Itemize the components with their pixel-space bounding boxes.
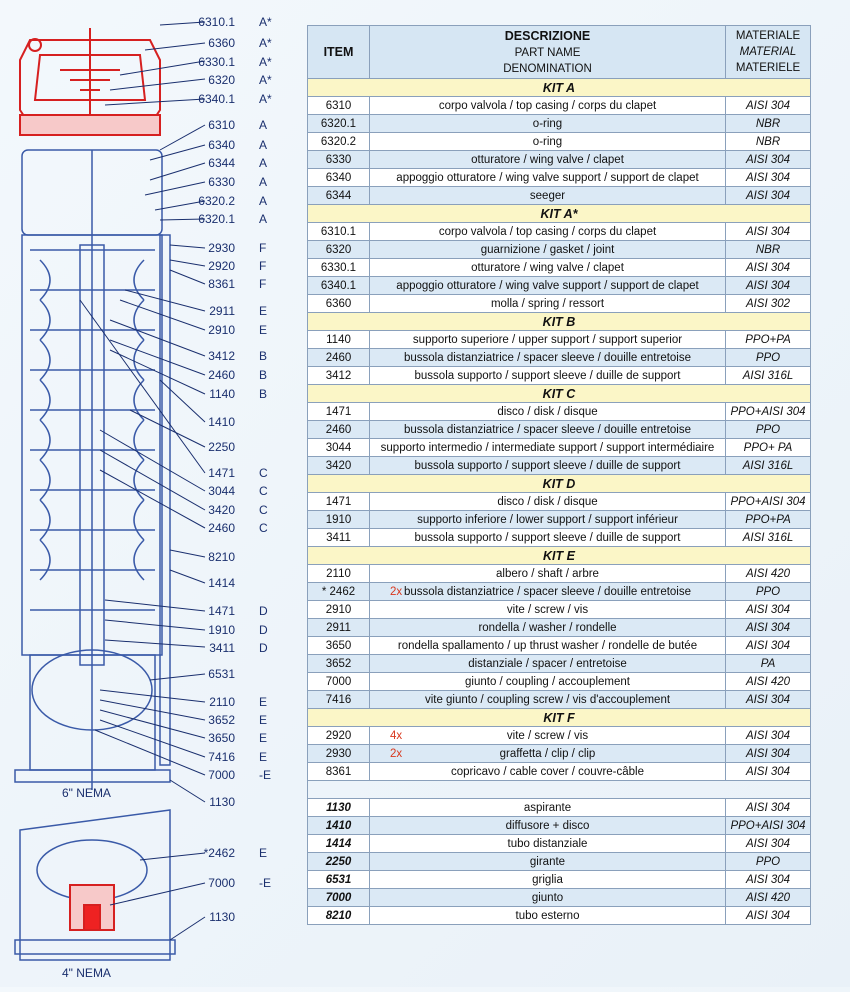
header-mat-it: MATERIALE (735, 30, 801, 42)
material: AISI 304 (726, 835, 811, 853)
callout-kit: A (259, 212, 268, 226)
part-description: guarnizione / gasket / joint (480, 243, 615, 256)
table-row (308, 907, 811, 925)
callout-code: 8210 (208, 550, 235, 564)
part-description-cell (370, 583, 726, 601)
material: PPO+AISI 304 (726, 817, 811, 835)
item-code: 7000 (308, 889, 370, 907)
callout-kit: E (259, 750, 268, 764)
callout-code: 6344 (208, 156, 235, 170)
item-code: 3411 (308, 529, 370, 547)
item-code: 1414 (308, 835, 370, 853)
kit-header-row (308, 475, 811, 493)
part-description-cell (370, 673, 726, 691)
part-description-cell (370, 529, 726, 547)
callout-code: 2460 (208, 521, 235, 535)
callout-kit: A* (259, 36, 272, 50)
table-row (308, 889, 811, 907)
item-code: 1471 (308, 493, 370, 511)
callout-code: 6531 (208, 667, 235, 681)
item-code: 3652 (308, 655, 370, 673)
part-description-cell (370, 259, 726, 277)
callout-kit: C (259, 484, 268, 498)
kit-title: KIT A (308, 79, 811, 97)
part-description-cell (370, 691, 726, 709)
quantity-badge: 2x (390, 585, 403, 598)
part-description-cell (370, 655, 726, 673)
material: AISI 316L (726, 367, 811, 385)
part-description-cell (370, 349, 726, 367)
table-row (308, 421, 811, 439)
part-description: corpo valvola / top casing / corps du clapet (438, 225, 657, 238)
table-row (308, 367, 811, 385)
part-description-cell (370, 187, 726, 205)
callout-kit: -E (259, 876, 271, 890)
item-code: 6531 (308, 871, 370, 889)
material: AISI 420 (726, 889, 811, 907)
callout-code: 6310 (208, 118, 235, 132)
item-code: 2910 (308, 601, 370, 619)
material: AISI 304 (726, 637, 811, 655)
callout-code: 6320 (208, 73, 235, 87)
part-description: rondella spallamento / up thrust washer / rondelle de butée (397, 639, 698, 652)
callout-kit: D (259, 641, 268, 655)
table-row (308, 493, 811, 511)
material: NBR (726, 115, 811, 133)
item-code: * 2462 (308, 583, 370, 601)
material: AISI 304 (726, 169, 811, 187)
part-description: aspirante (370, 799, 726, 817)
table-spacer (308, 781, 811, 799)
material: NBR (726, 133, 811, 151)
item-code: 1471 (308, 403, 370, 421)
part-description-cell (370, 223, 726, 241)
item-code: 1130 (308, 799, 370, 817)
table-row (308, 187, 811, 205)
material: AISI 304 (726, 763, 811, 781)
part-description: bussola supporto / support sleeve / duille de support (414, 531, 681, 544)
callout-code: 2930 (208, 241, 235, 255)
table-row (308, 655, 811, 673)
part-description: bussola supporto / support sleeve / duille de support (414, 459, 681, 472)
header-material (726, 26, 811, 79)
callout-kit: A (259, 138, 268, 152)
part-description: graffetta / clip / clip (499, 747, 596, 760)
part-description: girante (370, 853, 726, 871)
callout-code: 1410 (208, 415, 235, 429)
callout-code: 3411 (209, 641, 235, 655)
callout-code: 2920 (208, 259, 235, 273)
table-row (308, 277, 811, 295)
material: AISI 304 (726, 187, 811, 205)
material: AISI 304 (726, 691, 811, 709)
part-description-cell (370, 421, 726, 439)
table-row (308, 511, 811, 529)
part-description: bussola distanziatrice / spacer sleeve / douille entretoise (403, 351, 692, 364)
part-description-cell (370, 763, 726, 781)
table-row (308, 349, 811, 367)
callout-code: 7000 (208, 768, 235, 782)
callout-code: 1910 (208, 623, 235, 637)
part-description-cell (370, 97, 726, 115)
part-description-cell (370, 493, 726, 511)
part-description-cell (370, 169, 726, 187)
part-description: o-ring (532, 117, 563, 130)
material: AISI 304 (726, 151, 811, 169)
item-code: 2110 (308, 565, 370, 583)
callout-kit: D (259, 604, 268, 618)
item-code: 6344 (308, 187, 370, 205)
table-row (308, 601, 811, 619)
part-description: disco / disk / disque (497, 495, 598, 508)
table-row (308, 745, 811, 763)
part-description-cell (370, 745, 726, 763)
callout-code: 2460 (208, 368, 235, 382)
table-row (308, 169, 811, 187)
callout-kit: B (259, 387, 268, 401)
item-code: 2920 (308, 727, 370, 745)
callout-code: 1130 (209, 795, 235, 809)
table-row (308, 853, 811, 871)
item-code: 2250 (308, 853, 370, 871)
quantity-badge: 4x (390, 729, 403, 742)
callout-code: 3420 (208, 503, 235, 517)
item-code: 8361 (308, 763, 370, 781)
material: AISI 304 (726, 799, 811, 817)
material: AISI 304 (726, 601, 811, 619)
callout-kit: B (259, 349, 268, 363)
callout-kit: B (259, 368, 268, 382)
table-row (308, 457, 811, 475)
callout-code: 7000 (208, 876, 235, 890)
callout-kit: E (259, 695, 268, 709)
callout-kit: F (259, 259, 267, 273)
callout-kit: F (259, 241, 267, 255)
kit-header-row (308, 385, 811, 403)
nema-6-label: 6" NEMA (62, 786, 111, 800)
table-row (308, 151, 811, 169)
header-desc-en: PART NAME (514, 46, 581, 59)
material: PPO (726, 583, 811, 601)
callout-code: 2110 (209, 695, 235, 709)
part-description: bussola distanziatrice / spacer sleeve / douille entretoise (403, 423, 692, 436)
part-description-cell (370, 133, 726, 151)
part-description: distanziale / spacer / entretoise (468, 657, 627, 670)
material: AISI 304 (726, 907, 811, 925)
part-description-cell (370, 331, 726, 349)
callout-kit: C (259, 503, 268, 517)
material: PPO+AISI 304 (726, 403, 811, 421)
callout-code: 6320.2 (198, 194, 235, 208)
part-description-cell (370, 367, 726, 385)
callout-code: 1140 (209, 387, 235, 401)
part-description: o-ring (532, 135, 563, 148)
part-description: supporto intermedio / intermediate support / support intermédiaire (380, 441, 715, 454)
callout-code: 1414 (208, 576, 235, 590)
part-description: vite / screw / vis (506, 729, 589, 742)
item-code: 3650 (308, 637, 370, 655)
part-description: otturatore / wing valve / clapet (471, 261, 624, 274)
material: PPO+AISI 304 (726, 493, 811, 511)
callout-code: 2250 (208, 440, 235, 454)
material: AISI 304 (726, 259, 811, 277)
part-description: giunto (370, 889, 726, 907)
header-desc-it: DESCRIZIONE (504, 28, 591, 43)
item-code: 1140 (308, 331, 370, 349)
table-row (308, 727, 811, 745)
header-mat-en: MATERIAL (739, 46, 797, 58)
part-description-cell (370, 295, 726, 313)
item-code: 8210 (308, 907, 370, 925)
part-description: bussola distanziatrice / spacer sleeve / douille entretoise (403, 585, 692, 598)
part-description: supporto superiore / upper support / support superior (412, 333, 683, 346)
part-description-cell (370, 727, 726, 745)
part-description-cell (370, 439, 726, 457)
kit-header-row (308, 313, 811, 331)
callout-code: 6320.1 (198, 212, 235, 226)
part-description: appoggio otturatore / wing valve support / support de clapet (396, 279, 699, 292)
nema-4-label: 4" NEMA (62, 966, 111, 980)
table-row (308, 259, 811, 277)
table-row (308, 817, 811, 835)
item-code: 7000 (308, 673, 370, 691)
item-code: 3420 (308, 457, 370, 475)
table-row (308, 871, 811, 889)
callout-code: 7416 (208, 750, 235, 764)
callout-code: 3650 (208, 731, 235, 745)
part-description: vite / screw / vis (506, 603, 589, 616)
table-row (308, 565, 811, 583)
table-row (308, 529, 811, 547)
item-code: 2911 (308, 619, 370, 637)
material: PPO (726, 349, 811, 367)
callout-kit: A (259, 156, 268, 170)
item-code: 1410 (308, 817, 370, 835)
part-description: giunto / coupling / accouplement (465, 675, 630, 688)
item-code: 3412 (308, 367, 370, 385)
parts-table (307, 25, 811, 925)
table-row (308, 637, 811, 655)
item-code: 2460 (308, 421, 370, 439)
callout-kit: A (259, 175, 268, 189)
material: AISI 304 (726, 97, 811, 115)
callout-kit: E (259, 323, 268, 337)
callout-kit: E (259, 846, 268, 860)
material: AISI 304 (726, 727, 811, 745)
item-code: 6340.1 (308, 277, 370, 295)
part-description: albero / shaft / arbre (496, 567, 599, 580)
part-description-cell (370, 277, 726, 295)
callout-code: 6360 (208, 36, 235, 50)
kit-title: KIT E (308, 547, 811, 565)
callout-kit: F (259, 277, 267, 291)
material: AISI 304 (726, 871, 811, 889)
pump-exploded-drawing (0, 0, 300, 987)
material: AISI 304 (726, 619, 811, 637)
callout-kit: A (259, 118, 268, 132)
table-row (308, 403, 811, 421)
callout-kit: A (259, 194, 268, 208)
table-row (308, 241, 811, 259)
item-code: 2460 (308, 349, 370, 367)
item-code: 1910 (308, 511, 370, 529)
callout-kit: E (259, 304, 268, 318)
quantity-badge: 2x (390, 747, 403, 760)
callout-code: 6340 (208, 138, 235, 152)
material: AISI 302 (726, 295, 811, 313)
material: AISI 304 (726, 277, 811, 295)
part-description: tubo esterno (370, 907, 726, 925)
item-code: 6320 (308, 241, 370, 259)
table-row (308, 763, 811, 781)
callout-code: 2910 (208, 323, 235, 337)
table-row (308, 673, 811, 691)
callout-code: 6330 (208, 175, 235, 189)
part-description-cell (370, 403, 726, 421)
material: AISI 304 (726, 745, 811, 763)
kit-title: KIT D (308, 475, 811, 493)
item-code: 6360 (308, 295, 370, 313)
material: AISI 420 (726, 673, 811, 691)
callout-kit: A* (259, 92, 272, 106)
item-code: 6320.2 (308, 133, 370, 151)
kit-title: KIT C (308, 385, 811, 403)
part-description: otturatore / wing valve / clapet (471, 153, 624, 166)
part-description-cell (370, 601, 726, 619)
callout-code: 2911 (209, 304, 235, 318)
kit-title: KIT F (308, 709, 811, 727)
table-row (308, 799, 811, 817)
material: AISI 420 (726, 565, 811, 583)
part-description-cell (370, 151, 726, 169)
material: PPO+ PA (726, 439, 811, 457)
table-row (308, 295, 811, 313)
item-code: 6330.1 (308, 259, 370, 277)
header-description (370, 26, 726, 79)
part-description: disco / disk / disque (497, 405, 598, 418)
table-row (308, 133, 811, 151)
callout-code: 8361 (208, 277, 235, 291)
table-row (308, 331, 811, 349)
callout-code: 6330.1 (198, 55, 235, 69)
part-description: vite giunto / coupling screw / vis d'accouplement (424, 693, 671, 706)
material: PPO+PA (726, 331, 811, 349)
callout-code: 6310.1 (198, 15, 235, 29)
callout-code: *2462 (203, 846, 235, 860)
kit-header-row (308, 205, 811, 223)
table-header (308, 26, 811, 79)
table-row (308, 835, 811, 853)
callout-kit: -E (259, 768, 271, 782)
part-description: appoggio otturatore / wing valve support / support de clapet (396, 171, 699, 184)
material: PPO+PA (726, 511, 811, 529)
callout-code: 1471 (208, 466, 235, 480)
material: AISI 316L (726, 457, 811, 475)
item-code: 6310.1 (308, 223, 370, 241)
kit-title: KIT A* (308, 205, 811, 223)
part-description: diffusore + disco (370, 817, 726, 835)
item-code: 6320.1 (308, 115, 370, 133)
callout-code: 1471 (208, 604, 235, 618)
part-description: tubo distanziale (370, 835, 726, 853)
table-row (308, 691, 811, 709)
part-description: seeger (529, 189, 566, 202)
part-description: bussola supporto / support sleeve / duille de support (414, 369, 681, 382)
header-mat-fr: MATERIELE (735, 62, 801, 74)
header-desc-fr: DENOMINATION (503, 62, 592, 75)
material: PA (726, 655, 811, 673)
callout-code: 3412 (208, 349, 235, 363)
item-code: 7416 (308, 691, 370, 709)
callout-code: 6340.1 (198, 92, 235, 106)
table-row (308, 97, 811, 115)
kit-header-row (308, 709, 811, 727)
table-row (308, 619, 811, 637)
part-description: copricavo / cable cover / couvre-câble (450, 765, 645, 778)
callout-kit: D (259, 623, 268, 637)
table-row (308, 223, 811, 241)
callout-code: 1130 (209, 910, 235, 924)
part-description: griglia (370, 871, 726, 889)
material: AISI 304 (726, 223, 811, 241)
material: AISI 316L (726, 529, 811, 547)
spacer-cell (308, 781, 811, 799)
callout-kit: C (259, 521, 268, 535)
part-description-cell (370, 637, 726, 655)
item-code: 6310 (308, 97, 370, 115)
callout-kit: C (259, 466, 268, 480)
callout-kit: A* (259, 15, 272, 29)
item-code: 3044 (308, 439, 370, 457)
part-description-cell (370, 241, 726, 259)
callout-kit: A* (259, 73, 272, 87)
table-row (308, 439, 811, 457)
table-row (308, 115, 811, 133)
part-description-cell (370, 511, 726, 529)
callout-kit: E (259, 731, 268, 745)
part-description-cell (370, 457, 726, 475)
material: NBR (726, 241, 811, 259)
table-row (308, 583, 811, 601)
header-item: ITEM (308, 26, 370, 79)
item-code: 6330 (308, 151, 370, 169)
callout-code: 3652 (208, 713, 235, 727)
item-code: 2930 (308, 745, 370, 763)
part-description-cell (370, 619, 726, 637)
part-description-cell (370, 565, 726, 583)
part-description: supporto inferiore / lower support / support inférieur (417, 513, 678, 526)
material: PPO (726, 421, 811, 439)
item-code: 6340 (308, 169, 370, 187)
callout-code: 3044 (208, 484, 235, 498)
kit-header-row (308, 547, 811, 565)
kit-title: KIT B (308, 313, 811, 331)
material: PPO (726, 853, 811, 871)
part-description: molla / spring / ressort (490, 297, 605, 310)
part-description: rondella / washer / rondelle (478, 621, 617, 634)
part-description-cell (370, 115, 726, 133)
kit-header-row (308, 79, 811, 97)
pump-cross-section-illustration (0, 0, 300, 987)
part-description: corpo valvola / top casing / corps du clapet (438, 99, 657, 112)
callout-kit: A* (259, 55, 272, 69)
callout-kit: E (259, 713, 268, 727)
